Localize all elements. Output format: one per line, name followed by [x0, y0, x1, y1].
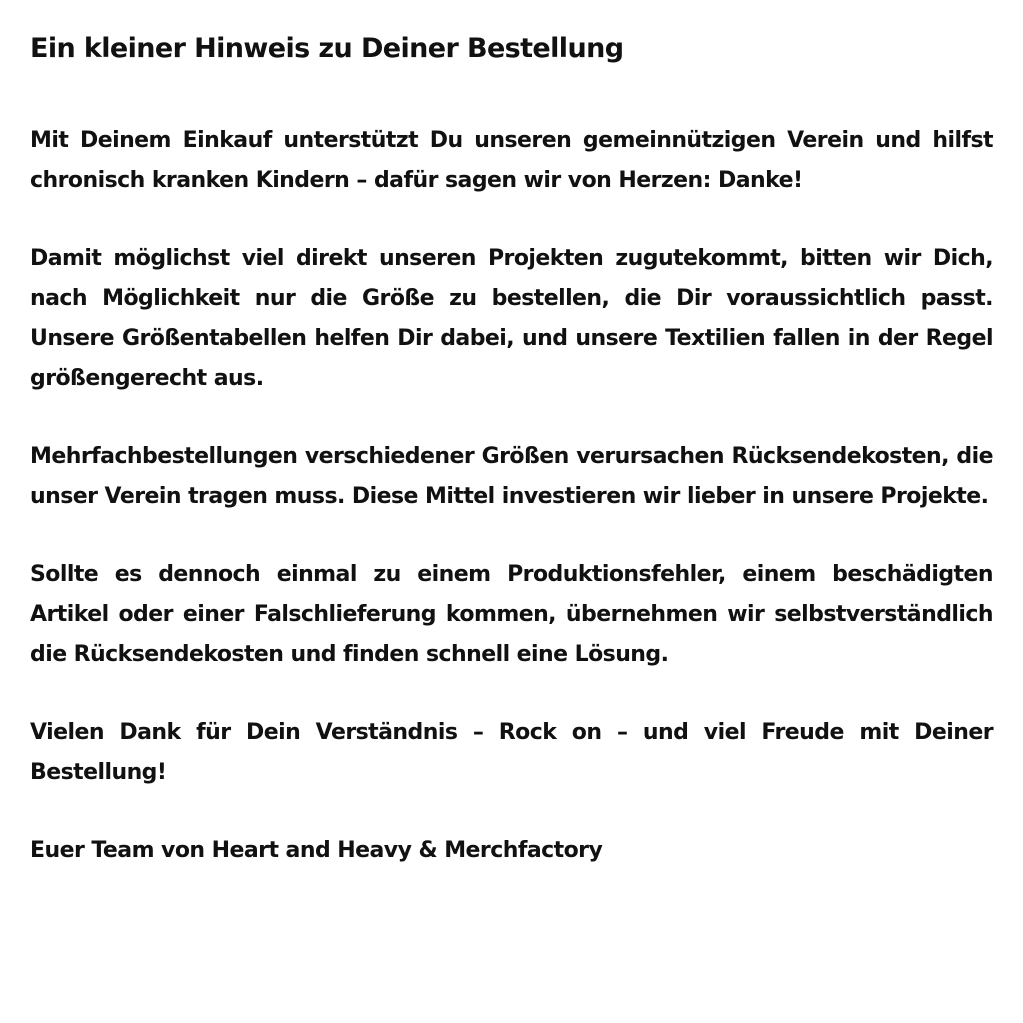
- notice-paragraph-thanks: Mit Deinem Einkauf unterstützt Du unseren gemeinnützigen Verein und hilfst chronisch kranken Kindern – dafür sagen wir von Herzen: Danke!: [30, 128, 993, 193]
- notice-paragraph-defects: Sollte es dennoch einmal zu einem Produktionsfehler, einem beschädigten Artikel oder einer Falschlieferung kommen, übernehmen wir selbstverständlich die Rücksendekosten und finden schnell eine Lösung.: [30, 562, 993, 667]
- notice-paragraph-size-request: Damit möglichst viel direkt unseren Projekten zugutekommt, bitten wir Dich, nach Möglichkeit nur die Größe zu bestellen, die Dir voraussichtlich passt. Unsere Größentabellen helfen Dir dabei, und unsere Textilien fallen in der Regel größengerecht aus.: [30, 246, 993, 391]
- notice-signature: Euer Team von Heart and Heavy & Merchfactory: [30, 838, 603, 863]
- notice-title: Ein kleiner Hinweis zu Deiner Bestellung: [30, 33, 624, 64]
- notice-paragraph-return-costs: Mehrfachbestellungen verschiedener Größen verursachen Rücksendekosten, die unser Verein tragen muss. Diese Mittel investieren wir lieber in unsere Projekte.: [30, 444, 993, 509]
- order-notice: [30, 29, 993, 871]
- notice-paragraph-closing: Vielen Dank für Dein Verständnis – Rock on – und viel Freude mit Deiner Bestellung!: [30, 720, 993, 785]
